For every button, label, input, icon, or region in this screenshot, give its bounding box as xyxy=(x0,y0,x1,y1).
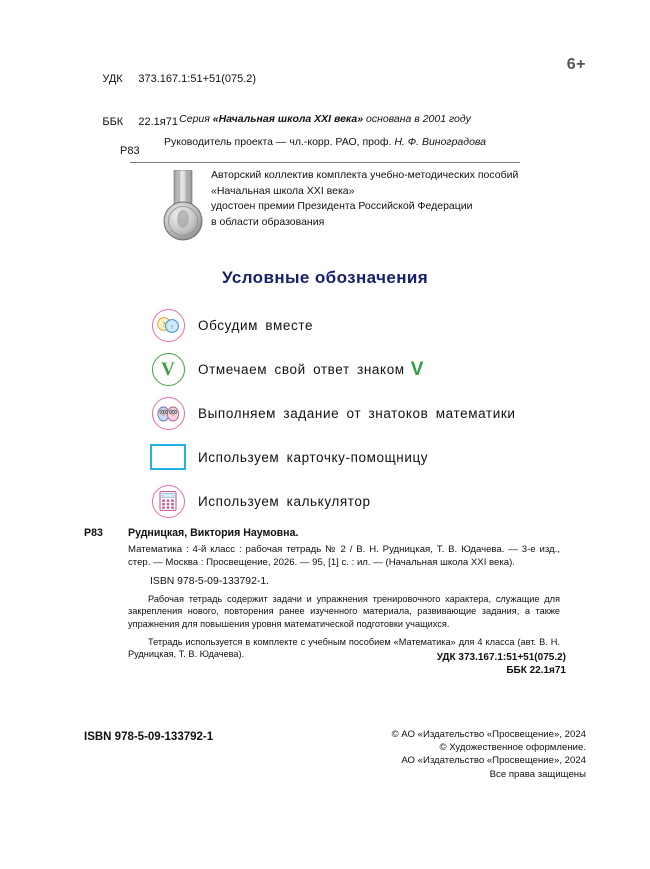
legend-item-helper-card xyxy=(150,435,570,479)
award-line-1: Авторский коллектив комплекта учебно-методических пособий xyxy=(211,169,519,181)
copyright-line: © АО «Издательство «Просвещение», 2024 xyxy=(391,729,586,740)
copyright-line: Все права защищены xyxy=(489,768,586,780)
udk-value: 373.167.1:51+51(075.2) xyxy=(138,72,257,85)
copyright-line: АО «Издательство «Просвещение», 2024 xyxy=(401,755,586,767)
svg-text:!: ! xyxy=(170,324,174,331)
series-prefix: Серия xyxy=(179,113,213,125)
project-leader-name: Н. Ф. Виноградова xyxy=(394,136,486,148)
green-check-glyph: V xyxy=(410,359,424,380)
owl-experts-icon xyxy=(150,395,186,431)
biblio-annotation-2: Тетрадь используется в комплекте с учебным пособием «Математика» для 4 класса (авт. В. Н. Рудницкая, Т. В. Юдачева). xyxy=(128,637,560,660)
legend-item-mark-answer xyxy=(150,347,570,391)
series-title: «Начальная школа XXI века» xyxy=(212,113,364,125)
bbk-bottom-value: ББК 22.1я71 xyxy=(506,665,566,676)
discuss-together-icon xyxy=(150,307,186,343)
biblio-annotation-1: Рабочая тетрадь содержит задачи и упражнения тренировочного характера, служащие для закрепления нового, повторения ранее изученного материала, развивающие задания, а также упражнения для повышения уровня математической подготовки учащихся. xyxy=(128,593,560,629)
legend-label: Используем карточку-помощницу xyxy=(198,449,429,465)
legend-label: Выполняем задание от знатоков математики xyxy=(198,405,516,421)
udk-row xyxy=(84,57,256,101)
series-suffix: основана в 2001 году xyxy=(363,113,471,125)
udk-bottom-value: УДК 373.167.1:51+51(075.2) xyxy=(436,652,566,663)
series-line xyxy=(0,113,650,125)
legend-item-calculator xyxy=(150,479,570,523)
project-leader-line xyxy=(0,136,650,148)
legend-label: Отмечаем свой ответ знаком xyxy=(198,361,405,377)
bbk-label: ББК xyxy=(102,116,124,128)
copyright-line: © Художественное оформление. xyxy=(439,742,586,754)
horizontal-divider xyxy=(130,162,520,163)
udk-label: УДК xyxy=(102,72,123,85)
legend-list xyxy=(150,303,570,523)
check-circle-icon: V xyxy=(150,351,186,387)
award-text xyxy=(211,168,518,230)
classification-codes-bottom xyxy=(437,651,566,677)
legend-item-discuss xyxy=(150,303,570,347)
biblio-isbn: ISBN 978-5-09-133792-1. xyxy=(150,575,269,587)
copyright-block xyxy=(392,728,586,781)
award-line-3: удостоен премии Президента Российской Федерации xyxy=(211,200,473,212)
bbk-value: 22.1я71 xyxy=(138,116,178,128)
footer-isbn: ISBN 978-5-09-133792-1 xyxy=(84,731,214,743)
project-leader-prefix: Руководитель проекта — чл.-корр. РАО, проф. xyxy=(164,136,395,148)
legend-label: Используем калькулятор xyxy=(198,493,371,509)
legend-title: Условные обозначения xyxy=(221,268,429,287)
biblio-description: Математика : 4-й класс : рабочая тетрадь № 2 / В. Н. Рудницкая, Т. В. Юдачева. — 3-е изд., стер. — Москва : Просвещение, 2026. — 95, [1] с. : ил. — (Начальная школа XXI века). xyxy=(128,544,560,569)
svg-text:?: ? xyxy=(162,321,166,329)
legend-item-experts-task xyxy=(150,391,570,435)
bibliographic-record xyxy=(84,527,560,661)
age-rating-badge: 6+ xyxy=(566,56,586,73)
legend-label: Обсудим вместе xyxy=(198,317,314,333)
medal-icon xyxy=(163,170,203,244)
calculator-icon xyxy=(150,483,186,519)
biblio-side-code: Р83 xyxy=(84,527,103,539)
helper-card-icon xyxy=(150,439,186,475)
book-code: Р83 xyxy=(120,145,140,157)
biblio-author: Рудницкая, Виктория Наумовна. xyxy=(128,527,299,539)
award-line-2: «Начальная школа XXI века» xyxy=(211,184,355,197)
award-block xyxy=(163,168,563,244)
award-line-4: в области образования xyxy=(211,215,325,228)
